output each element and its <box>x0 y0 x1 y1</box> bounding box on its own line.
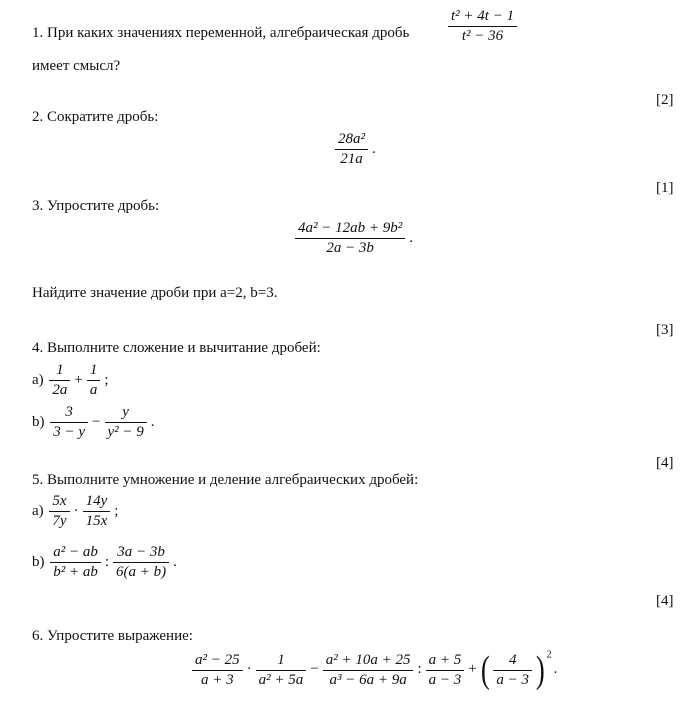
q6-frac1-den: a + 3 <box>201 671 234 688</box>
q4-a-end: ; <box>104 371 109 388</box>
q6-operator-1: · <box>246 661 252 678</box>
q4-a-operator: + <box>74 371 83 388</box>
q4-a-frac2-num: 1 <box>89 362 98 378</box>
q3-mark: [3] <box>656 322 674 338</box>
q4-b-frac2-num: y <box>122 404 129 420</box>
q6-period: . <box>553 661 558 678</box>
q5-b-frac1-den: b² + ab <box>53 564 98 580</box>
q4-b-frac2-den: y² − 9 <box>107 424 144 440</box>
q6-expression <box>190 651 559 689</box>
q4-part-b <box>32 404 157 441</box>
q6-frac3-den: a³ − 6a + 9a <box>329 671 407 688</box>
q5-b-end: . <box>173 553 177 570</box>
q4-a-label: a) <box>32 371 44 388</box>
q4-a-frac1-num: 1 <box>56 362 64 378</box>
q5-b-label: b) <box>32 553 45 570</box>
q1-mark: [2] <box>656 92 674 108</box>
q5-part-a <box>32 493 120 530</box>
q6-frac2-num: 1 <box>277 651 285 668</box>
q5-b-frac2-den: 6(a + b) <box>116 564 167 580</box>
q5-a-frac1-den: 7y <box>52 513 67 529</box>
q6-operator-3: : <box>417 661 422 678</box>
q2-mark: [1] <box>656 180 674 196</box>
q5-part-b <box>32 544 179 581</box>
q3-text-2: Найдите значение дроби при a=2, b=3. <box>32 285 278 301</box>
q4-b-end: . <box>150 413 155 430</box>
q3-numerator: 4a² − 12ab + 9b² <box>298 220 403 236</box>
q2-period: . <box>372 140 376 157</box>
q3-period: . <box>409 229 413 246</box>
q4-b-operator: − <box>92 413 101 430</box>
q3-text: 3. Упростите дробь: <box>32 198 160 214</box>
q4-a-frac1-den: 2a <box>52 382 68 398</box>
q5-a-operator: · <box>73 502 79 519</box>
q5-a-frac2-num: 14y <box>85 493 108 509</box>
q6-operator-4: + <box>468 661 477 678</box>
q5-a-end: ; <box>114 502 119 519</box>
q5-b-operator: : <box>104 553 110 570</box>
q4-b-frac1-num: 3 <box>65 404 73 420</box>
q5-text: 5. Выполните умножение и деление алгебраических дробей: <box>32 472 419 488</box>
q3-denominator: 2a − 3b <box>326 240 374 256</box>
q6-frac5-num: 4 <box>508 651 517 668</box>
q5-b-frac1-num: a² − ab <box>53 544 98 560</box>
q6-frac4-den: a − 3 <box>428 671 462 688</box>
q2-numerator: 28a² <box>338 131 365 147</box>
q4-text: 4. Выполните сложение и вычитание дробей: <box>32 340 321 356</box>
q5-a-frac2-den: 15x <box>85 513 108 529</box>
q6-frac3-num: a² + 10a + 25 <box>325 651 411 668</box>
q5-b-frac2-num: 3a − 3b <box>117 544 165 560</box>
q4-b-frac1-den: 3 − y <box>53 424 86 440</box>
q6-frac1-num: a² − 25 <box>195 651 240 668</box>
q6-power: 2 <box>546 649 552 661</box>
q6-frac2-den: a² + 5a <box>258 671 304 688</box>
q2-text: 2. Сократите дробь: <box>32 109 159 125</box>
q1-numerator: t² + 4t − 1 <box>451 8 515 24</box>
q5-a-frac1-num: 5x <box>52 493 67 509</box>
q4-b-label: b) <box>32 413 45 430</box>
q1-text-2: имеет смысл? <box>32 58 121 74</box>
q2-denominator: 21a <box>340 151 363 167</box>
q5-mark: [4] <box>656 593 674 609</box>
q5-a-label: a) <box>32 502 44 519</box>
q3-expression <box>293 220 415 257</box>
q6-frac5-den: a − 3 <box>496 671 530 688</box>
q6-operator-2: − <box>310 661 319 678</box>
q1-text: 1. При каких значениях переменной, алгебраическая дробь <box>32 25 410 41</box>
q6-text: 6. Упростите выражение: <box>32 628 193 644</box>
q6-frac4-num: a + 5 <box>428 651 462 668</box>
q6-right-paren: ) <box>535 649 545 691</box>
q6-left-paren: ( <box>480 649 490 691</box>
q4-a-frac2-den: a <box>89 382 98 398</box>
q1-denominator: t² − 36 <box>461 28 504 44</box>
q4-part-a <box>32 362 111 399</box>
q2-expression <box>333 131 378 168</box>
q4-mark: [4] <box>656 455 674 471</box>
q1-fraction <box>446 8 519 45</box>
